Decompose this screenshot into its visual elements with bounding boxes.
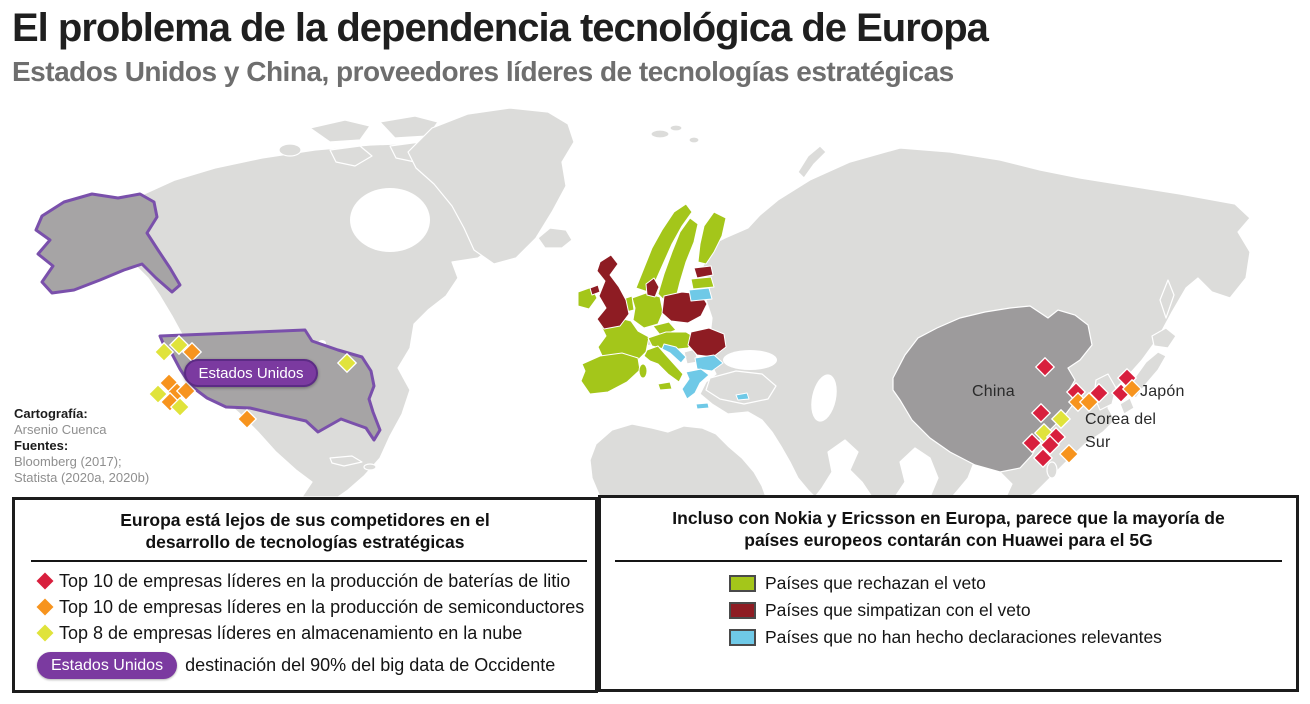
- northern-ireland: [590, 285, 600, 295]
- arctic-island: [279, 144, 301, 156]
- page-subtitle: Estados Unidos y China, proveedores líderes de tecnologías estratégicas: [12, 56, 954, 87]
- source-item: Bloomberg (2017);: [14, 454, 122, 469]
- taiwan: [1047, 462, 1057, 478]
- crete: [696, 403, 709, 409]
- label-japan: Japón: [1140, 383, 1185, 400]
- divider: [31, 560, 587, 562]
- united-kingdom: [597, 255, 629, 329]
- arctic-islands: [310, 120, 370, 142]
- left-panel-title: Europa está lejos de sus competidores en el desarrollo de tecnologías estratégicas: [120, 510, 490, 552]
- africa-landmass: [590, 424, 766, 497]
- veto-legend: [729, 570, 1296, 651]
- cartography-label: Cartografía:: [14, 406, 88, 421]
- lithuania: [689, 288, 712, 301]
- label-south-korea: Corea del Sur: [1085, 411, 1157, 451]
- credits-block: [14, 406, 149, 486]
- panel-huawei-veto: [598, 495, 1299, 692]
- sardinia: [639, 364, 647, 378]
- svalbard: [651, 130, 669, 138]
- sicily: [658, 382, 672, 390]
- black-sea: [723, 350, 777, 370]
- latvia: [691, 277, 714, 289]
- legend-item-bigdata: Estados Unidos destinación del 90% del big data de Occidente: [37, 652, 595, 679]
- sources-label: Fuentes:: [14, 438, 69, 453]
- right-panel-title: Incluso con Nokia y Ericsson en Europa, parece que la mayoría de países europeos contarán con Huawei para el 5G: [672, 508, 1225, 550]
- novaya-zemlya: [798, 146, 826, 178]
- iberia: [581, 353, 640, 394]
- legend-item-litio: Top 10 de empresas líderes en la producción de baterías de litio: [15, 568, 595, 594]
- panel-strategic-tech: [12, 497, 598, 693]
- reject-veto-swatch: [729, 575, 756, 592]
- usa-legend-pill: Estados Unidos: [37, 652, 177, 679]
- semiconductor-diamond-icon: [37, 599, 54, 616]
- hispaniola: [364, 464, 376, 470]
- iceland: [538, 228, 572, 248]
- page-title: El problema de la dependencia tecnológica de Europa: [12, 6, 988, 50]
- divider: [615, 560, 1282, 562]
- legend-item-reject-veto: Países que rechazan el veto: [729, 570, 1296, 597]
- svalbard: [689, 137, 699, 143]
- legend-item-sympathize-veto: Países que simpatizan con el veto: [729, 597, 1296, 624]
- hudson-bay: [350, 188, 430, 252]
- litio-diamond-icon: [37, 573, 54, 590]
- no-declaration-swatch: [729, 629, 756, 646]
- usa-map-pill: Estados Unidos: [184, 359, 318, 387]
- legend-item-no-declaration: Países que no han hecho declaraciones relevantes: [729, 624, 1296, 651]
- legend-item-nube: Top 8 de empresas líderes en almacenamiento en la nube: [15, 620, 595, 646]
- germany: [632, 293, 663, 328]
- cartography-name: Arsenio Cuenca: [14, 422, 107, 437]
- sympathize-veto-swatch: [729, 602, 756, 619]
- legend-item-semiconductores: Top 10 de empresas líderes en la producción de semiconductores: [15, 594, 595, 620]
- source-item: Statista (2020a, 2020b): [14, 470, 150, 485]
- label-china: China: [972, 383, 1015, 400]
- cloud-diamond-icon: [37, 625, 54, 642]
- svalbard: [670, 125, 682, 131]
